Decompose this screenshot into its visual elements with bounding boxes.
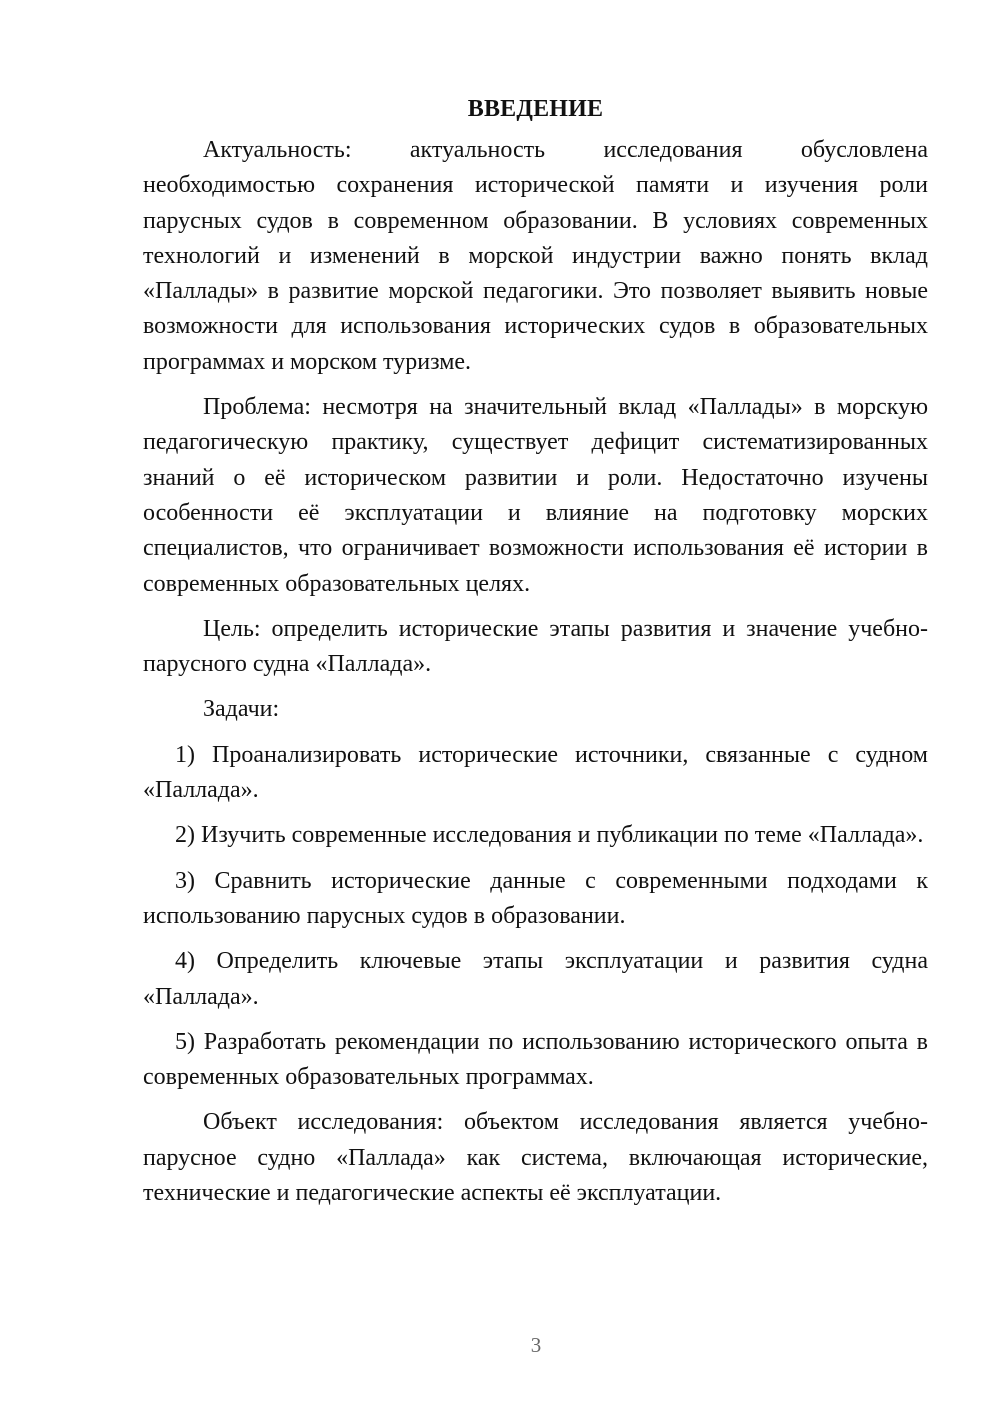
page-number: 3: [530, 1333, 542, 1357]
paragraph-relevance: Актуальность: актуальность исследования обусловлена необходимостью сохранения исторической памяти и изучения роли парусных судов в современном образовании. В условиях современных технологий и изменений в морской индустрии важно понять вклад «Паллады» в развитие морской педагогики. Это позволяет выявить новые возможности для использования исторических судов в образовательных программах и морском туризме.: [143, 137, 928, 375]
paragraph-goal: Цель: определить исторические этапы развития и значение учебно-парусного судна «Паллада».: [143, 615, 928, 678]
task-item-4: 4) Определить ключевые этапы эксплуатации и развития судна «Паллада».: [143, 948, 928, 1010]
paragraph-object: Объект исследования: объектом исследования является учебно-парусное судно «Паллада» как система, включающая исторические, технические и педагогические аспекты её эксплуатации.: [143, 1109, 928, 1207]
page-content: [143, 92, 928, 1221]
task-item-1: 1) Проанализировать исторические источники, связанные с судном «Паллада».: [143, 741, 928, 804]
paragraph-problem: Проблема: несмотря на значительный вклад «Паллады» в морскую педагогическую практику, существует дефицит систематизированных знаний о её историческом развитии и роли. Недостаточно изучены особенности её эксплуатации и влияние на подготовку морских специалистов, что ограничивает возможности использования её истории в современных образовательных целях.: [143, 394, 928, 597]
page-heading: ВВЕДЕНИЕ: [467, 96, 604, 122]
task-item-3: 3) Сравнить исторические данные с современными подходами к использованию парусных судов в образовании.: [143, 867, 928, 929]
task-item-5: 5) Разработать рекомендации по использованию исторического опыта в современных образовательных программах.: [143, 1028, 928, 1091]
tasks-title: Задачи:: [203, 696, 280, 723]
task-item-2: 2) Изучить современные исследования и публикации по теме «Паллада».: [175, 822, 924, 849]
